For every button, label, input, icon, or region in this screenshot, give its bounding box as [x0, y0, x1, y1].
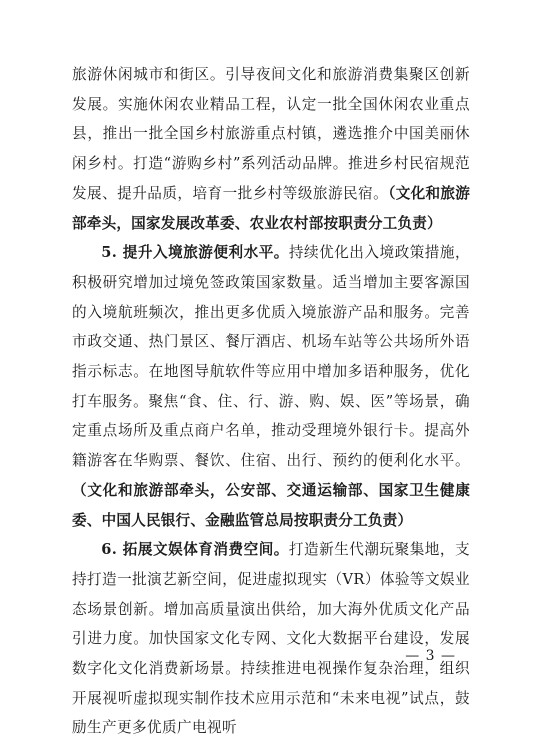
paragraph-text: 持续优化出入境政策措施，积极研究增加过境免签政策国家数量。适当增加主要客源国的入境航班频次，推出更多优质入境旅游产品和服务。完善市政交通、热门景区、餐厅酒店、机场车站等公共场所外语指示标志。在地图导航软件等应用中增加多语种服务，优化打车服务。聚焦“食、住、行、游、购、娱、医”等场景，确定重点场所及重点商户名单，推动受理境外银行卡。提高外籍游客在华购票、餐饮、住宿、出行、预约的便利化水平。 [72, 244, 470, 470]
section-heading: 6. 拓展文娱体育消费空间。 [101, 541, 289, 559]
paragraph-leisure-tourism [72, 60, 470, 238]
responsibility-note: （文化和旅游部牵头，国家发展改革委、农业农村部按职责分工负责） [72, 184, 471, 232]
document-body [72, 60, 470, 743]
paragraph-inbound-tourism [72, 238, 470, 535]
paragraph-text: 旅游休闲城市和街区。引导夜间文化和旅游消费集聚区创新发展。实施休闲农业精品工程，认定一批全国休闲农业重点县，推出一批全国乡村旅游重点村镇，遴选推介中国美丽休闲乡村。打造“游购乡村”系列活动品牌。推进乡村民宿规范发展、提升品质，培育一批乡村等级旅游民宿。 [72, 66, 470, 202]
page-number: — 3 — [405, 648, 456, 664]
paragraph-text: 打造新生代潮玩聚集地，支持打造一批演艺新空间，促进虚拟现实（VR）体验等文娱业态场景创新。增加高质量演出供给，加大海外优质文化产品引进力度。加快国家文化专网、文化大数据平台建设，发展数字化文化消费新场景。持续推进电视操作复杂治理，组织开展视听虚拟现实制作技术应用示范和“未来电视”试点，鼓励生产更多优质广电视听 [72, 541, 470, 737]
section-heading: 5. 提升入境旅游便利水平。 [101, 244, 289, 262]
paragraph-entertainment-sports [72, 535, 470, 743]
responsibility-note: （文化和旅游部牵头，公安部、交通运输部、国家卫生健康委、中国人民银行、金融监管总局按职责分工负责） [72, 481, 470, 529]
